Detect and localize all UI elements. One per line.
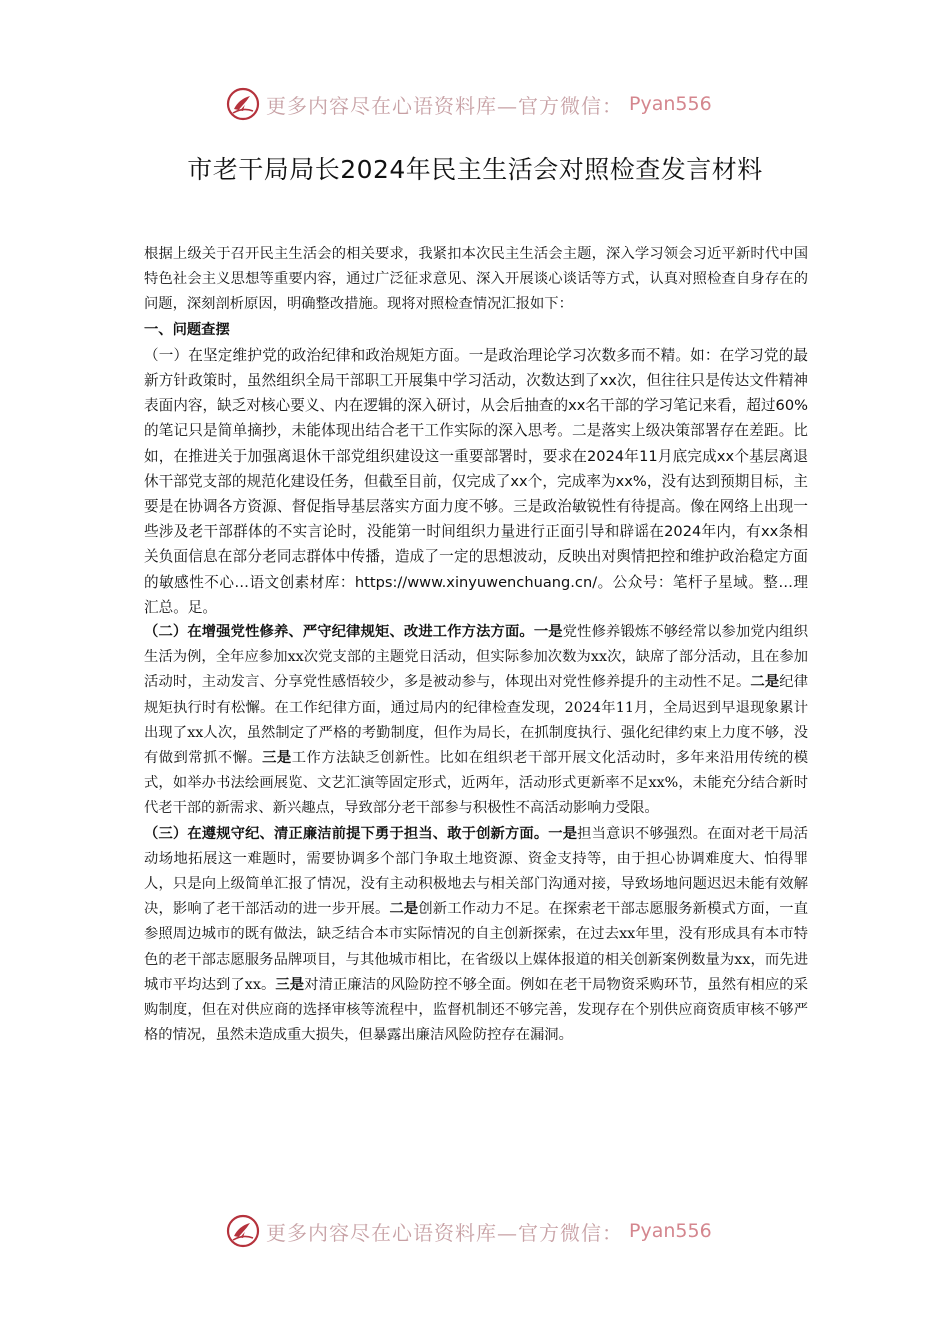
banner-slogan: 更多内容尽在心语资料库—官方微信： xyxy=(266,1220,623,1245)
point-marker: 二是 xyxy=(750,674,780,691)
point-text: 创新工作动力不足。在探索老干部志愿服务新模式方面，一直参照周边城市的既有做法，缺乏结合本市实际情况的自主创新探索，在过去xx年里，没有形成具有本市特色的老干部志愿服务品牌项目，与其他城市相比，在省级以上媒体报道的相关创新案例数量为xx，而先进城市平均达到了xx。 xyxy=(144,901,809,993)
paragraph-lead: （二）在增强党性修养、严守纪律规矩、改进工作方法方面。 xyxy=(144,624,534,641)
library-logo-icon xyxy=(226,87,260,121)
banner-wechat-id: Pyan556 xyxy=(629,93,712,115)
point-text: 纪律规矩执行时有松懈。在工作纪律方面，通过局内的纪律检查发现，2024年11月，全局迟到早退现象累计出现了xx人次，虽然制定了严格的考勤制度，但作为局长，在抓制度执行、强化纪律约束上力度不够，没有做到常抓不懈。 xyxy=(144,674,809,767)
paragraph-political-discipline: （一）在坚定维护党的政治纪律和政治规矩方面。一是政治理论学习次数多而不精。如：在学习党的最新方针政策时，虽然组织全局干部职工开展集中学习活动，次数达到了xx次，但往往只是传达文件精神表面内容，缺乏对核心要义、内在逻辑的深入研讨，从会后抽查的xx名干部的学习笔记来看，超过60%的笔记只是简单摘抄，未能体现出结合老干工作实际的深入思考。二是落实上级决策部署存在差距。比如，在推进关于加强离退休干部党组织建设这一重要部署时，要求在2024年11月底完成xx个基层离退休干部党支部的规范化建设任务，但截至目前，仅完成了xx个，完成率为xx%，没有达到预期目标，主要是在协调各方资源、督促指导基层落实方面力度不够。三是政治敏锐性有待提高。像在网络上出现一些涉及老干部群体的不实言论时，没能第一时间组织力量进行正面引导和辟谣在2024年内，有xx条相关负面信息在部分老同志群体中传播，造成了一定的思想波动，反映出对舆情把控和维护政治稳定方面的敏感性不心…语文创素材库：https://www.xinyuwenchuang.cn/。公众号：笔杆子星域。整…理汇总。足。 xyxy=(144,346,808,616)
section-heading: 一、问题查摆 xyxy=(144,321,230,338)
paragraph-responsibility xyxy=(144,822,808,1049)
point-marker: 二是 xyxy=(389,901,419,918)
document-title: 市老干局局长2024年民主生活会对照检查发言材料 xyxy=(187,155,763,184)
paragraph-party-spirit xyxy=(144,620,808,822)
intro-paragraph: 根据上级关于召开民主生活会的相关要求，我紧扣本次民主生活会主题，深入学习领会习近平新时代中国特色社会主义思想等重要内容，通过广泛征求意见、深入开展谈心谈话等方式，认真对照检查自身存在的问题，深刻剖析原因，明确整改措施。现将对照检查情况汇报如下： xyxy=(144,246,808,313)
point-marker: 一是 xyxy=(548,825,578,842)
point-text: 工作方法缺乏创新性。比如在组织老干部开展文化活动时，多年来沿用传统的模式，如举办书法绘画展览、文艺汇演等固定形式，近两年，活动形式更新率不足xx%，未能充分结合新时代老干部的新需求、新兴趣点，导致部分老干部参与积极性不高活动影响力受限。 xyxy=(144,750,809,817)
library-logo-icon xyxy=(226,1214,260,1248)
document-body xyxy=(144,242,808,1049)
banner-wechat-id: Pyan556 xyxy=(629,1220,712,1242)
top-banner xyxy=(0,82,950,126)
banner-slogan: 更多内容尽在心语资料库—官方微信： xyxy=(266,93,623,118)
point-marker: 一是 xyxy=(533,624,563,641)
point-marker: 三是 xyxy=(275,976,305,993)
point-text: 党性修养锻炼不够经常以参加党内组织生活为例，全年应参加xx次党支部的主题党日活动，但实际参加次数为xx次，缺席了部分活动，且在参加活动时，主动发言、分享党性感悟较少，多是被动参与，体现出对党性修养提升的主动性不足。 xyxy=(144,624,809,691)
point-text: 对清正廉洁的风险防控不够全面。例如在老干局物资采购环节，虽然有相应的采购制度，但在对供应商的选择审核等流程中，监督机制还不够完善，发现存在个别供应商资质审核不够严格的情况，虽然未造成重大损失，但暴露出廉洁风险防控存在漏洞。 xyxy=(144,976,808,1044)
point-text: 担当意识不够强烈。在面对老干局活动场地拓展这一难题时，需要协调多个部门争取土地资源、资金支持等，由于担心协调难度大、怕得罪人，只是向上级简单汇报了情况，没有主动积极地去与相关部门沟通对接，导致场地问题迟迟未能有效解决，影响了老干部活动的进一步开展。 xyxy=(144,825,809,918)
bottom-banner xyxy=(0,1209,950,1253)
point-marker: 三是 xyxy=(262,750,292,767)
paragraph-lead: （三）在遵规守纪、清正廉洁前提下勇于担当、敢于创新方面。 xyxy=(144,825,549,842)
banner-content xyxy=(226,86,712,122)
banner-content xyxy=(226,1213,712,1249)
